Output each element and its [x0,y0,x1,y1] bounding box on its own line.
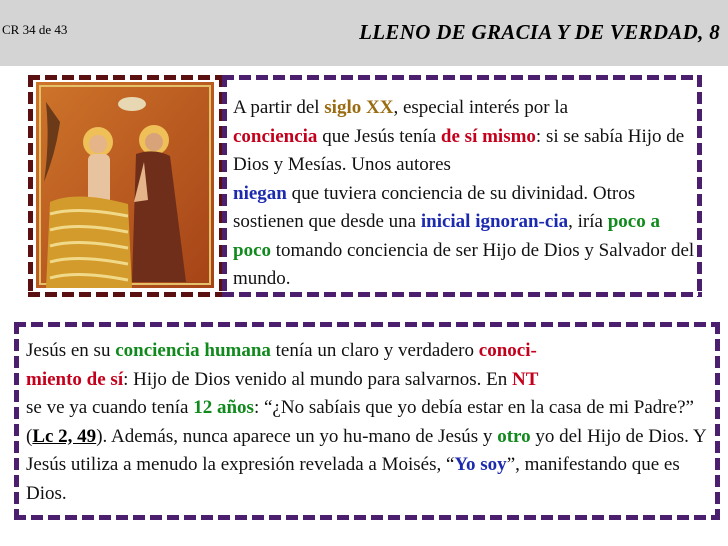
slide-header [0,0,728,66]
keyword: conciencia [233,125,318,147]
keyword: cia [544,211,569,232]
keyword: NT [512,368,539,390]
keyword: poco a poco [233,211,660,261]
scripture-reference[interactable]: Lc 2, 49 [32,425,97,447]
top-paragraph: A partir del siglo XX, especial interés por la conciencia que Jesús tenía de sí mismo: si se sabía Hijo de Dios y Mesías. Unos autores niegan que tuviera conciencia de su divinidad. Otros sostienen que desde una inicial ignoran-cia, iría poco a poco tomando conciencia de ser Hijo de Dios y Salvador del mundo. [233,97,695,289]
keyword: conoci- [478,340,537,361]
keyword: niegan [233,182,287,204]
bottom-paragraph: Jesús en su conciencia humana tenía un claro y verdadero conoci- miento de sí: Hijo de Dios venido al mundo para salvarnos. En NT se ve ya cuando tenía 12 años: “¿No sabíais que yo debía estar en la casa de mi Padre?” (Lc 2, 49). Además, nunca aparece un yo hu-mano de Jesús y otro yo del Hijo de Dios. Y Jesús utiliza a menudo la expresión revelada a Moisés, “Yo soy”, manifestando que es Dios. [26,340,706,504]
keyword: inicial ignoran- [420,211,545,232]
keyword: conciencia humana [115,340,271,361]
keyword: otro [497,425,531,447]
keyword: Yo soy [454,454,507,476]
keyword: de sí mismo [440,125,536,147]
keyword: miento de sí [26,368,124,390]
slide-title: LLENO DE GRACIA Y DE VERDAD, 8 [359,20,720,44]
baptism-of-jesus-painting [36,82,214,288]
keyword: 12 años [193,397,254,419]
slide-counter: CR 34 de 43 [2,22,68,37]
keyword: siglo XX [324,97,394,118]
